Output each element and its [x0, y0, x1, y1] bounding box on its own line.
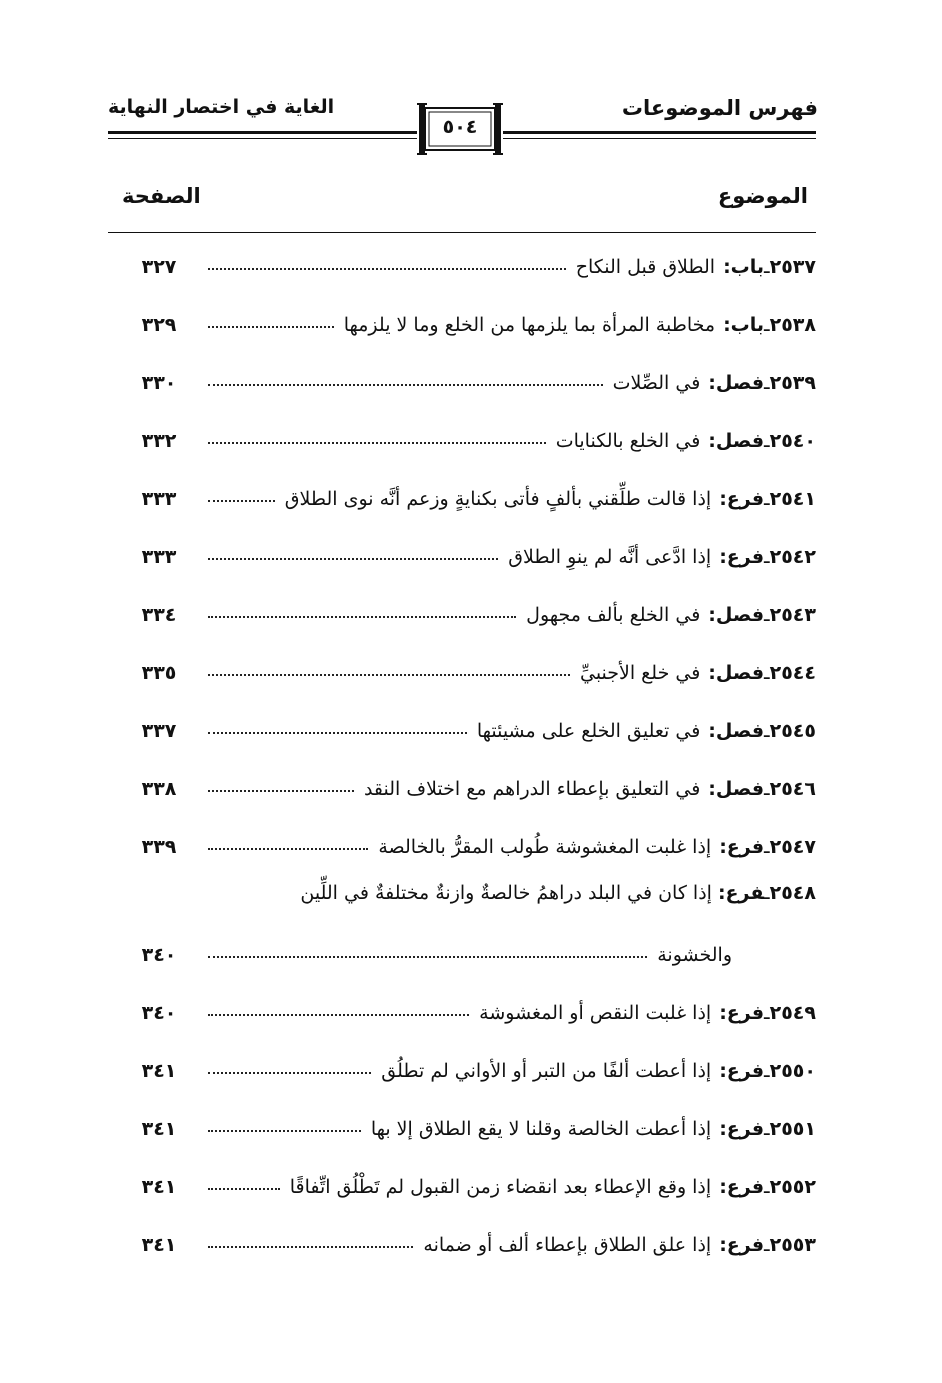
entry-title: في الصِّلات	[612, 372, 701, 394]
entry-title: في تعليق الخلع على مشيئتها	[476, 720, 701, 742]
entry-number: ٢٥٤٢	[769, 546, 816, 568]
entry-number: ٢٥٤٨	[769, 882, 816, 904]
entry-page: ٣٤٠	[141, 1002, 177, 1024]
entry-page: ٣٤١	[141, 1176, 177, 1198]
entry-kind: فصل:	[708, 604, 765, 626]
entry-kind: باب:	[723, 256, 765, 278]
entry-kind: فرع:	[719, 546, 765, 568]
entry-page: ٣٣٣	[141, 488, 177, 510]
column-head-rule	[108, 232, 816, 233]
dot-leader	[208, 384, 603, 386]
entry-title-continuation: والخشونة	[657, 944, 732, 966]
entry-number: ٢٥٤٩	[769, 1002, 816, 1024]
entry-page: ٣٣٥	[141, 662, 177, 684]
entry-page: ٣٣٩	[141, 836, 177, 858]
dot-leader	[208, 1014, 469, 1016]
entry-title: إذا وقع الإعطاء بعد انقضاء زمن القبول لم تَطْلُق اتِّفاقًا	[289, 1176, 712, 1198]
running-header-book-title: الغاية في اختصار النهاية	[108, 96, 335, 118]
entry-kind: باب:	[723, 314, 765, 336]
page-number-frame	[417, 102, 503, 156]
entry-number: ٢٥٥٠	[769, 1060, 816, 1082]
dot-leader	[208, 500, 275, 502]
index-entry: ٢٥٣٨ ـ باب: مخاطبة المرأة بما يلزمها من الخلع وما لا يلزمها ٣٢٩	[108, 292, 816, 350]
dot-leader	[208, 956, 647, 958]
index-entry: ٢٥٤٤ ـ فصل: في خلع الأجنبيِّ ٣٣٥	[108, 640, 816, 698]
entry-title: إذا علق الطلاق بإعطاء ألف أو ضمانه	[423, 1234, 712, 1256]
entry-page: ٣٤١	[141, 1060, 177, 1082]
entry-page: ٣٤١	[141, 1118, 177, 1140]
entry-kind: فرع:	[719, 1118, 765, 1140]
entry-title: في الخلع بالكنايات	[555, 430, 701, 452]
entry-number: ٢٥٥٢	[769, 1176, 816, 1198]
entry-kind: فرع:	[719, 1176, 765, 1198]
entry-page: ٣٣٤	[141, 604, 177, 626]
dot-leader	[208, 268, 566, 270]
entry-number: ٢٥٤٠	[769, 430, 816, 452]
entry-kind: فصل:	[708, 372, 765, 394]
entry-page: ٣٣٣	[141, 546, 177, 568]
entry-kind: فرع:	[717, 882, 765, 904]
entry-number: ٢٥٤٤	[769, 662, 816, 684]
entry-page: ٣٤١	[141, 1234, 177, 1256]
entry-kind: فرع:	[719, 1002, 765, 1024]
dot-leader	[208, 848, 368, 850]
entry-number: ٢٥٣٨	[769, 314, 816, 336]
entry-title: إذا ادَّعى أنَّه لم ينوِ الطلاق	[508, 546, 712, 568]
dot-leader	[208, 1130, 361, 1132]
index-entry: ٢٥٤٣ ـ فصل: في الخلع بألف مجهول ٣٣٤	[108, 582, 816, 640]
entry-kind: فصل:	[708, 430, 765, 452]
dot-leader	[208, 1246, 413, 1248]
index-entry: ٢٥٥٠ ـ فرع: إذا أعطت ألفًا من التبر أو الأواني لم تطلُق ٣٤١	[108, 1038, 816, 1096]
dot-leader	[208, 674, 570, 676]
entry-page: ٣٢٧	[141, 256, 177, 278]
entry-title: الطلاق قبل النكاح	[575, 256, 716, 278]
dot-leader	[208, 1072, 371, 1074]
dot-leader	[208, 558, 498, 560]
entry-number: ٢٥٣٩	[769, 372, 816, 394]
dot-leader	[208, 732, 467, 734]
index-entry: ٢٥٣٩ ـ فصل: في الصِّلات ٣٣٠	[108, 350, 816, 408]
entry-page: ٣٤٠	[141, 944, 177, 966]
dot-leader	[208, 1188, 280, 1190]
dot-leader	[208, 442, 546, 444]
entry-page: ٣٣٨	[141, 778, 177, 800]
column-head-page: الصفحة	[122, 184, 201, 208]
entry-title: إذا أعطت ألفًا من التبر أو الأواني لم تطلُق	[381, 1060, 712, 1082]
index-entry: ٢٥٤٢ ـ فرع: إذا ادَّعى أنَّه لم ينوِ الطلاق ٣٣٣	[108, 524, 816, 582]
entry-title: في خلع الأجنبيِّ	[579, 662, 701, 684]
entry-number: ٢٥٤٧	[769, 836, 816, 858]
entry-page: ٣٣٧	[141, 720, 177, 742]
index-entry: ٢٥٥٣ ـ فرع: إذا علق الطلاق بإعطاء ألف أو ضمانه ٣٤١	[108, 1212, 816, 1270]
index-entry: ٢٥٤٥ ـ فصل: في تعليق الخلع على مشيئتها ٣٣٧	[108, 698, 816, 756]
dot-leader	[208, 616, 516, 618]
entry-number: ٢٥٤٥	[769, 720, 816, 742]
dot-leader	[208, 790, 354, 792]
index-entry: ٢٥٤٠ ـ فصل: في الخلع بالكنايات ٣٣٢	[108, 408, 816, 466]
entry-title: في الخلع بألف مجهول	[526, 604, 701, 626]
index-entry: ٢٥٥١ ـ فرع: إذا أعطت الخالصة وقلنا لا يقع الطلاق إلا بها ٣٤١	[108, 1096, 816, 1154]
entry-number: ٢٥٣٧	[769, 256, 816, 278]
index-entry: ٢٥٤٦ ـ فصل: في التعليق بإعطاء الدراهم مع اختلاف النقد ٣٣٨	[108, 756, 816, 814]
entry-kind: فرع:	[719, 488, 765, 510]
entry-title: إذا أعطت الخالصة وقلنا لا يقع الطلاق إلا بها	[370, 1118, 712, 1140]
index-entry: ٢٥٤٧ ـ فرع: إذا غلبت المغشوشة طُولب المقرُّ بالخالصة ٣٣٩	[108, 814, 816, 872]
entry-page: ٣٣٠	[141, 372, 177, 394]
entry-number: ٢٥٥٣	[769, 1234, 816, 1256]
index-entry: ٢٥٥٢ ـ فرع: إذا وقع الإعطاء بعد انقضاء زمن القبول لم تَطْلُق اتِّفاقًا ٣٤١	[108, 1154, 816, 1212]
entry-number: ٢٥٤١	[769, 488, 816, 510]
entry-title: إذا قالت طلِّقني بألفٍ فأتى بكنايةٍ وزعم أنَّه نوى الطلاق	[284, 488, 712, 510]
page-number: ٥٠٤	[442, 116, 478, 138]
entry-title: إذا كان في البلد دراهمُ خالصةٌ وازنةٌ مختلفةٌ في اللِّين	[300, 882, 712, 904]
entry-kind: فصل:	[708, 662, 765, 684]
entry-page: ٣٣٢	[141, 430, 177, 452]
entry-title: إذا غلبت النقص أو المغشوشة	[479, 1002, 712, 1024]
running-header-section-title: فهرس الموضوعات	[621, 96, 818, 120]
column-head-topic: الموضوع	[717, 184, 808, 208]
index-entry: ٢٥٤١ ـ فرع: إذا قالت طلِّقني بألفٍ فأتى بكنايةٍ وزعم أنَّه نوى الطلاق ٣٣٣	[108, 466, 816, 524]
entry-page: ٣٢٩	[141, 314, 177, 336]
entry-kind: فرع:	[719, 1234, 765, 1256]
entry-title: إذا غلبت المغشوشة طُولب المقرُّ بالخالصة	[378, 836, 712, 858]
entry-kind: فرع:	[719, 836, 765, 858]
entry-kind: فصل:	[708, 778, 765, 800]
entry-number: ٢٥٤٣	[769, 604, 816, 626]
entry-title: مخاطبة المرأة بما يلزمها من الخلع وما لا يلزمها	[343, 314, 716, 336]
index-entry: ٢٥٤٨ـفرع:إذا كان في البلد دراهمُ خالصةٌ وازنةٌ مختلفةٌ في اللِّين والخشونة ٣٤٠	[108, 876, 816, 980]
entry-kind: فصل:	[708, 720, 765, 742]
entry-number: ٢٥٥١	[769, 1118, 816, 1140]
index-entry: ٢٥٤٩ ـ فرع: إذا غلبت النقص أو المغشوشة ٣٤٠	[108, 980, 816, 1038]
entry-number: ٢٥٤٦	[769, 778, 816, 800]
dot-leader	[208, 326, 334, 328]
entry-kind: فرع:	[719, 1060, 765, 1082]
index-entry: ٢٥٣٧ ـ باب: الطلاق قبل النكاح ٣٢٧	[108, 234, 816, 292]
entry-title: في التعليق بإعطاء الدراهم مع اختلاف النقد	[363, 778, 701, 800]
